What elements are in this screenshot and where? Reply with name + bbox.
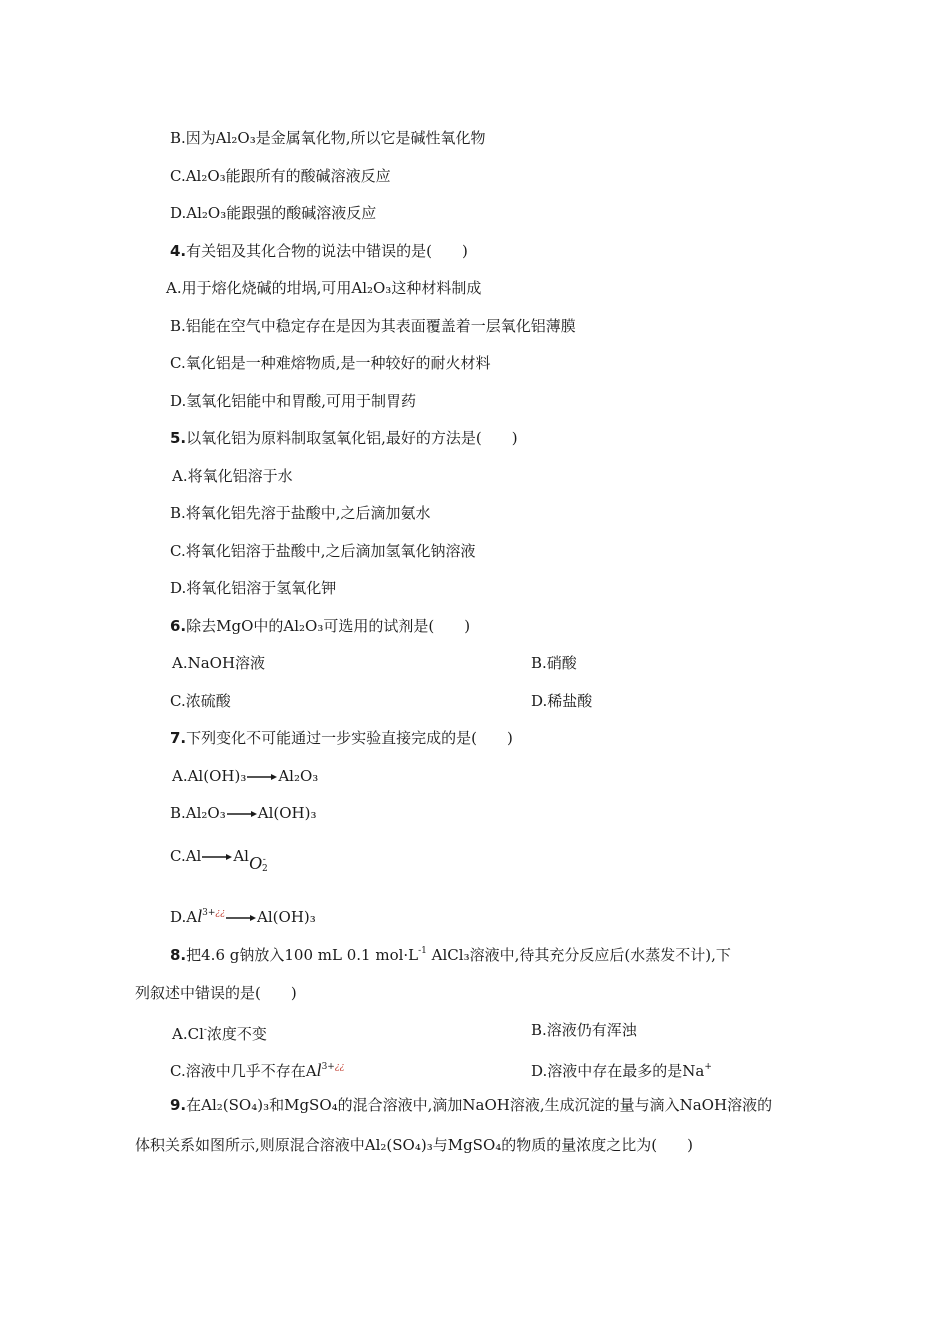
q7-option-b-reactant: B.Al₂O₃ xyxy=(170,804,226,822)
q7-option-c-o2-formula: $O_2^-$ xyxy=(248,853,268,874)
q4-question xyxy=(170,241,468,261)
q7-question xyxy=(170,728,513,748)
q8-question-line2: 列叙述中错误的是( ) xyxy=(135,984,297,1002)
q8-option-a: A.Cl-浓度不变 xyxy=(172,1025,267,1043)
q6-question xyxy=(170,616,470,636)
q8-option-c: C.溶液中几乎不存在$Al^{3+¿¿}$ xyxy=(170,1060,345,1080)
q7-option-d: $D.Al^{3+¿¿}$ Al(OH)₃ xyxy=(170,906,316,926)
q7-stem: 下列变化不可能通过一步实验直接完成的是( ) xyxy=(186,729,513,747)
q5-number: 5. xyxy=(170,429,187,447)
q5-option-b: B.将氧化铝先溶于盐酸中,之后滴加氨水 xyxy=(170,504,431,522)
q9-question-line2: 体积关系如图所示,则原混合溶液中Al₂(SO₄)₃与MgSO₄的物质的量浓度之比为( ) xyxy=(135,1136,693,1154)
q5-option-d: D.将氧化铝溶于氢氧化钾 xyxy=(170,579,337,597)
q6-stem: 除去MgO中的Al₂O₃可选用的试剂是( ) xyxy=(186,617,471,635)
q6-option-d: D.稀盐酸 xyxy=(531,692,593,710)
q5-stem: 以氧化铝为原料制取氢氧化铝,最好的方法是( ) xyxy=(186,429,518,447)
q7-option-b xyxy=(170,803,316,823)
q6-option-b: B.硝酸 xyxy=(531,654,577,672)
q7-option-a-reactant: A.Al(OH)₃ xyxy=(172,767,247,785)
q6-number: 6. xyxy=(170,617,187,635)
q6-option-c: C.浓硫酸 xyxy=(170,692,231,710)
reaction-arrow-icon xyxy=(227,809,257,819)
q7-option-d-product: Al(OH)₃ xyxy=(257,908,316,926)
q7-option-a xyxy=(172,766,318,786)
q5-question xyxy=(170,428,518,448)
q9-question-line1: 9.在Al₂(SO₄)₃和MgSO₄的混合溶液中,滴加NaOH溶液,生成沉淀的量与滴入NaOH溶液的 xyxy=(170,1096,773,1114)
q6-option-a: A.NaOH溶液 xyxy=(172,654,266,672)
q4-stem: 有关铝及其化合物的说法中错误的是( ) xyxy=(186,242,468,260)
q5-option-c: C.将氧化铝溶于盐酸中,之后滴加氢氧化钠溶液 xyxy=(170,542,476,560)
q4-option-b: B.铝能在空气中稳定存在是因为其表面覆盖着一层氧化铝薄膜 xyxy=(170,317,576,335)
q4-number: 4. xyxy=(170,242,187,260)
q8-question-line1: 8.把4.6 g钠放入100 mL 0.1 $mol\cdot L^{-1}$ AlCl₃溶液中,待其充分反应后(水蒸发不计),下 xyxy=(170,946,731,964)
q7-option-c-product: Al xyxy=(233,847,249,865)
q7-option-b-product: Al(OH)₃ xyxy=(257,804,317,822)
q8-option-b: B.溶液仍有浑浊 xyxy=(531,1021,637,1039)
q8-option-d: D.溶液中存在最多的是Na+ xyxy=(531,1062,712,1080)
reaction-arrow-icon xyxy=(202,852,232,862)
q3-option-d: D.Al₂O₃能跟强的酸碱溶液反应 xyxy=(170,204,377,222)
q3-option-b: B.因为Al₂O₃是金属氧化物,所以它是碱性氧化物 xyxy=(170,129,486,147)
q4-option-a: A.用于熔化烧碱的坩埚,可用Al₂O₃这种材料制成 xyxy=(166,279,482,297)
q4-option-c: C.氧化铝是一种难熔物质,是一种较好的耐火材料 xyxy=(170,354,491,372)
q5-option-a: A.将氧化铝溶于水 xyxy=(172,467,293,485)
q3-option-c: C.Al₂O₃能跟所有的酸碱溶液反应 xyxy=(170,167,391,185)
q7-option-d-reactant-prefix: D.A xyxy=(170,908,198,926)
q7-number: 7. xyxy=(170,729,187,747)
q4-option-d: D.氢氧化铝能中和胃酸,可用于制胃药 xyxy=(170,392,417,410)
q9-number: 9. xyxy=(170,1096,187,1114)
q7-option-a-product: Al₂O₃ xyxy=(278,767,319,785)
q7-option-c xyxy=(170,842,268,874)
reaction-arrow-icon xyxy=(247,772,277,782)
reaction-arrow-icon xyxy=(226,913,256,923)
q7-option-c-reactant: C.Al xyxy=(170,847,202,865)
q8-number: 8. xyxy=(170,946,187,964)
